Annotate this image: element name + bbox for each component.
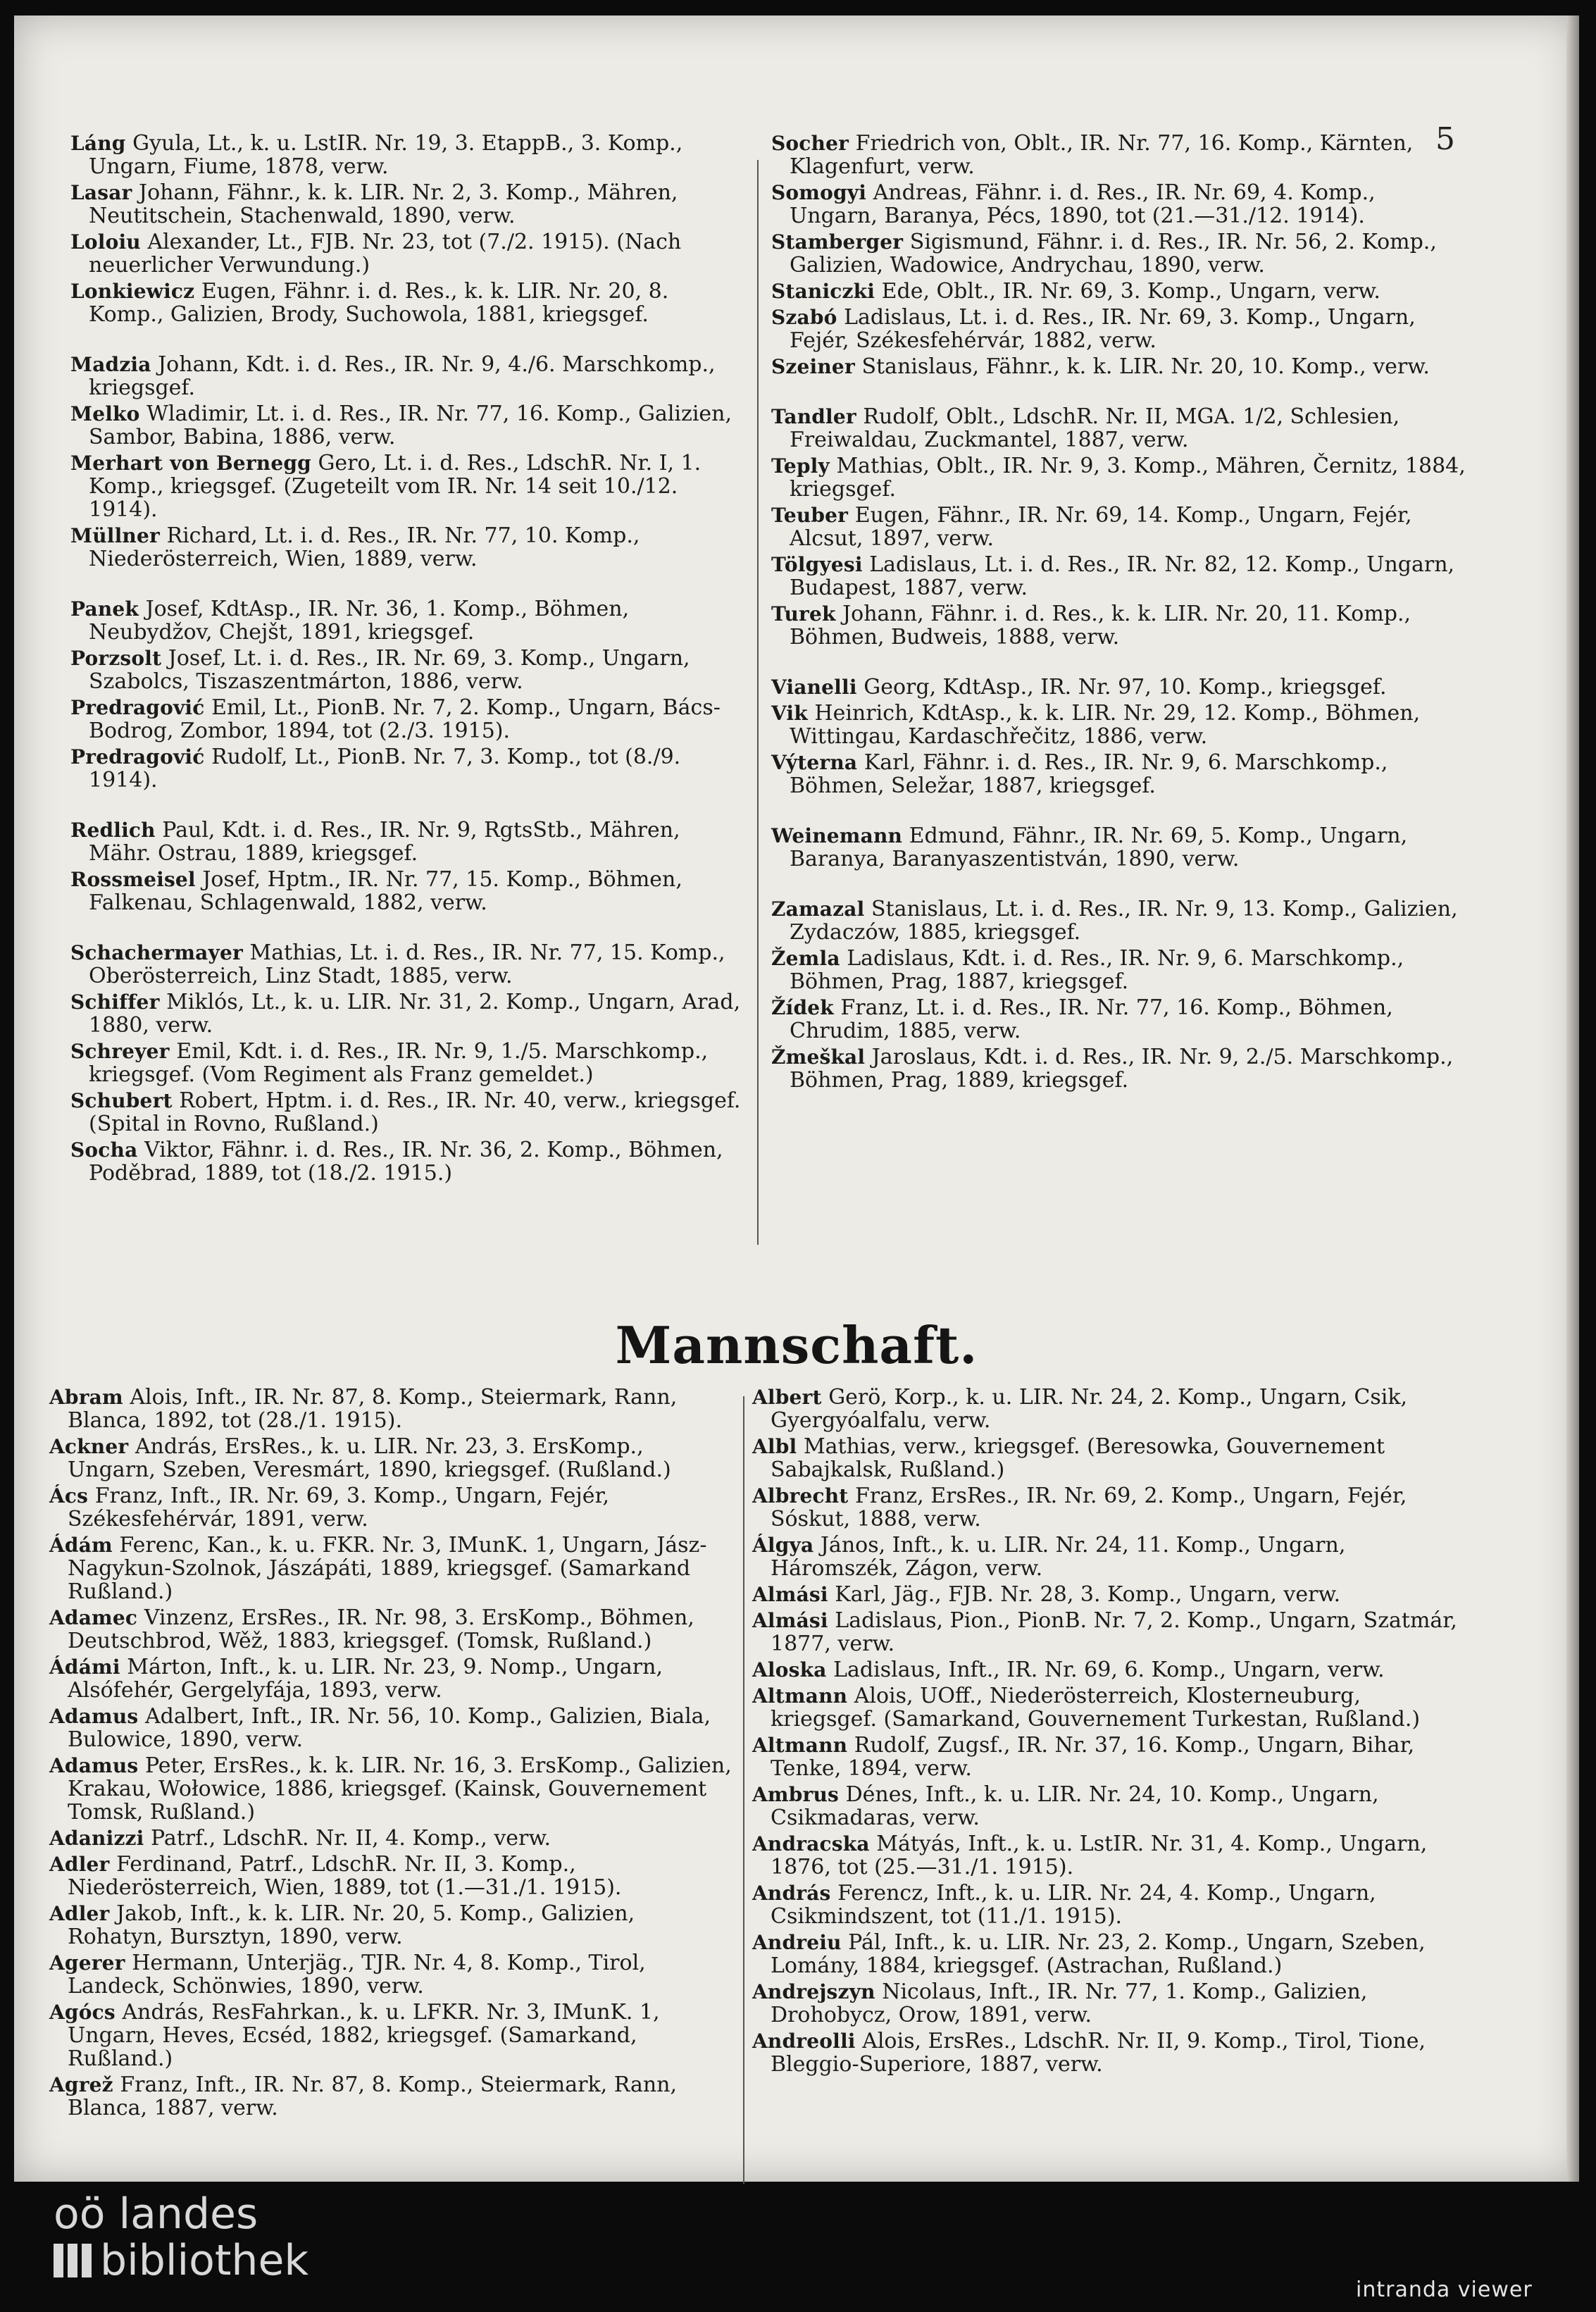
entry-details: Heinrich, KdtAsp., k. k. LIR. Nr. 29, 12. Komp., Böhmen, Wittingau, Kardaschřečitz, 1886, verw. xyxy=(790,701,1421,749)
entry-details: Andreas, Fähnr. i. d. Res., IR. Nr. 69, 4. Komp., Ungarn, Baranya, Pécs, 1890, tot (21.—31./12. 1914). xyxy=(790,180,1376,228)
entry-surname: Socha xyxy=(70,1138,138,1162)
register-entry xyxy=(70,452,747,521)
register-entry xyxy=(752,2030,1464,2076)
entry-surname: Panek xyxy=(70,597,139,621)
column-left-top xyxy=(70,132,747,1188)
entry-details: Ferenc, Kan., k. u. FKR. Nr. 3, IMunK. 1, Ungarn, Jász-Nagykun-Szolnok, Jászápáti, 1889, kriegsgef. (Samarkand Rußland.) xyxy=(68,1533,707,1604)
register-entry xyxy=(70,868,747,914)
entry-details: Eugen, Fähnr. i. d. Res., k. k. LIR. Nr. 20, 8. Komp., Galizien, Brody, Suchowola, 1881, kriegsgef. xyxy=(89,279,669,327)
entry-details: Stanislaus, Fähnr., k. k. LIR. Nr. 20, 10. Komp., verw. xyxy=(861,354,1430,379)
entry-surname: Agerer xyxy=(49,1951,125,1975)
entry-details: Adalbert, Inft., IR. Nr. 56, 10. Komp., Galizien, Biala, Bulowice, 1890, verw. xyxy=(68,1704,711,1752)
register-entry xyxy=(771,181,1469,228)
entry-surname: Abram xyxy=(49,1386,123,1409)
logo-bars-icon xyxy=(54,2244,96,2277)
entry-surname: Vik xyxy=(771,702,808,725)
entry-details: András, ErsRes., k. u. LIR. Nr. 23, 3. ErsKomp., Ungarn, Szeben, Veresmárt, 1890, kriegsgef. (Rußland.) xyxy=(68,1434,671,1482)
register-entry xyxy=(752,1734,1464,1780)
entry-details: János, Inft., k. u. LIR. Nr. 24, 11. Komp., Ungarn, Háromszék, Zágon, verw. xyxy=(771,1533,1346,1581)
entry-surname: Albert xyxy=(752,1386,822,1409)
register-entry xyxy=(771,280,1469,303)
entry-surname: Ambrus xyxy=(752,1783,840,1806)
register-entry xyxy=(771,132,1469,178)
register-entry xyxy=(49,1951,736,1998)
register-entry xyxy=(70,524,747,571)
register-entry xyxy=(70,941,747,988)
entry-surname: Szabó xyxy=(771,306,837,329)
column-divider-top xyxy=(757,160,759,1245)
register-entry xyxy=(49,1902,736,1949)
entry-surname: Zamazal xyxy=(771,897,865,921)
entry-details: Ladislaus, Pion., PionB. Nr. 7, 2. Komp., Ungarn, Szatmár, 1877, verw. xyxy=(771,1608,1457,1656)
entry-details: Pál, Inft., k. u. LIR. Nr. 23, 2. Komp., Ungarn, Szeben, Lomány, 1884, kriegsgef. (Astrachan, Rußland.) xyxy=(771,1930,1426,1978)
logo-line-2: bibliothek xyxy=(100,2236,309,2285)
entry-details: Karl, Jäg., FJB. Nr. 28, 3. Komp., Ungarn, verw. xyxy=(835,1582,1341,1607)
register-entry xyxy=(70,647,747,693)
entry-details: Richard, Lt. i. d. Res., IR. Nr. 77, 10. Komp., Niederösterreich, Wien, 1889, verw. xyxy=(89,523,640,571)
entry-details: Paul, Kdt. i. d. Res., IR. Nr. 9, RgtsStb., Mähren, Mähr. Ostrau, 1889, kriegsgef. xyxy=(89,818,680,866)
register-entry xyxy=(70,402,747,449)
entry-details: András, ResFahrkan., k. u. LFKR. Nr. 3, IMunK. 1, Ungarn, Heves, Ecséd, 1882, kriegsgef. (Samarkand, Rußland.) xyxy=(68,2000,660,2071)
register-entry xyxy=(70,1089,747,1136)
register-entry xyxy=(49,1705,736,1751)
entry-surname: Altmann xyxy=(752,1734,848,1757)
register-entry xyxy=(771,996,1469,1043)
entry-details: Wladimir, Lt. i. d. Res., IR. Nr. 77, 16. Komp., Galizien, Sambor, Babina, 1886, verw. xyxy=(89,402,732,449)
scanned-page xyxy=(14,15,1579,2182)
entry-surname: Staniczki xyxy=(771,280,875,303)
entry-surname: Agócs xyxy=(49,2001,116,2024)
register-entry xyxy=(70,597,747,644)
register-entry xyxy=(752,1609,1464,1655)
entry-surname: Müllner xyxy=(70,524,160,547)
entry-surname: Stamberger xyxy=(771,230,904,254)
entry-surname: Porzsolt xyxy=(70,647,162,670)
register-entry xyxy=(771,702,1469,748)
entry-details: Robert, Hptm. i. d. Res., IR. Nr. 40, verw., kriegsgef. (Spital in Rovno, Rußland.) xyxy=(89,1088,741,1136)
register-entry xyxy=(70,132,747,178)
register-entry xyxy=(771,553,1469,599)
column-right-top xyxy=(771,132,1469,1095)
register-entry xyxy=(752,1583,1464,1606)
entry-surname: Altmann xyxy=(752,1684,848,1708)
entry-details: Ferencz, Inft., k. u. LIR. Nr. 24, 4. Komp., Ungarn, Csikmindszent, tot (11./1. 1915). xyxy=(771,1881,1376,1929)
entry-details: Peter, ErsRes., k. k. LIR. Nr. 16, 3. ErsKomp., Galizien, Krakau, Wołowice, 1886, kriegsgef. (Kainsk, Gouvernement Tomsk, Rußland.) xyxy=(68,1753,732,1825)
entry-details: Emil, Lt., PionB. Nr. 7, 2. Komp., Ungarn, Bács-Bodrog, Zombor, 1894, tot (2./3. 1915). xyxy=(89,695,721,743)
entry-details: Rudolf, Oblt., LdschR. Nr. II, MGA. 1/2, Schlesien, Freiwaldau, Zuckmantel, 1887, verw. xyxy=(790,404,1400,452)
entry-details: Karl, Fähnr. i. d. Res., IR. Nr. 9, 6. Marschkomp., Böhmen, Seležar, 1887, kriegsgef. xyxy=(790,750,1388,798)
register-entry xyxy=(49,1534,736,1603)
entry-details: Friedrich von, Oblt., IR. Nr. 77, 16. Komp., Kärnten, Klagenfurt, verw. xyxy=(790,131,1414,179)
entry-details: Sigismund, Fähnr. i. d. Res., IR. Nr. 56, 2. Komp., Galizien, Wadowice, Andrychau, 1890, verw. xyxy=(790,230,1437,278)
entry-surname: Adamus xyxy=(49,1754,139,1777)
entry-details: Franz, ErsRes., IR. Nr. 69, 2. Komp., Ungarn, Fejér, Sóskut, 1888, verw. xyxy=(771,1484,1407,1531)
register-entry xyxy=(771,897,1469,944)
entry-details: Alexander, Lt., FJB. Nr. 23, tot (7./2. 1915). (Nach neuerlicher Verwundung.) xyxy=(89,230,682,278)
entry-details: Gero, Lt. i. d. Res., LdschR. Nr. I, 1. Komp., kriegsgef. (Zugeteilt vom IR. Nr. 14 seit 10./12. 1914). xyxy=(89,451,702,522)
entry-surname: Adanizzi xyxy=(49,1827,144,1850)
page-edge xyxy=(1566,15,1579,2182)
entry-surname: Madzia xyxy=(70,353,151,376)
entry-surname: Vianelli xyxy=(771,676,857,699)
entry-details: Eugen, Fähnr., IR. Nr. 69, 14. Komp., Ungarn, Fejér, Alcsut, 1897, verw. xyxy=(790,503,1412,551)
register-entry xyxy=(70,696,747,742)
entry-surname: Predragović xyxy=(70,745,205,769)
register-entry xyxy=(752,1658,1464,1682)
entry-surname: Albl xyxy=(752,1435,797,1458)
register-entry xyxy=(752,1435,1464,1481)
entry-surname: Loloiu xyxy=(70,230,141,254)
entry-surname: Andracska xyxy=(752,1832,870,1856)
entry-surname: Predragović xyxy=(70,696,205,719)
register-entry xyxy=(771,1045,1469,1092)
entry-surname: Tandler xyxy=(771,405,856,428)
entry-surname: Redlich xyxy=(70,819,156,842)
entry-details: Josef, KdtAsp., IR. Nr. 36, 1. Komp., Böhmen, Neubydžov, Chejšt, 1891, kriegsgef. xyxy=(89,597,630,645)
entry-details: Mathias, verw., kriegsgef. (Beresowka, Gouvernement Sabajkalsk, Rußland.) xyxy=(771,1434,1385,1482)
entry-surname: Almási xyxy=(752,1609,828,1632)
register-entry xyxy=(752,1980,1464,2027)
column-left-bottom xyxy=(49,1386,736,2123)
register-entry xyxy=(49,2073,736,2120)
register-entry xyxy=(70,745,747,792)
entry-surname: Žídek xyxy=(771,996,834,1019)
entry-details: Franz, Inft., IR. Nr. 87, 8. Komp., Steiermark, Rann, Blanca, 1887, verw. xyxy=(68,2072,678,2120)
register-entry xyxy=(70,230,747,277)
library-logo[interactable] xyxy=(54,2191,308,2284)
entry-surname: Melko xyxy=(70,402,140,425)
section-heading: Mannschaft. xyxy=(615,1315,978,1375)
entry-surname: Turek xyxy=(771,602,836,626)
entry-surname: András xyxy=(752,1882,831,1905)
register-entry xyxy=(70,1040,747,1086)
register-entry xyxy=(752,1534,1464,1580)
entry-details: Mathias, Lt. i. d. Res., IR. Nr. 77, 15. Komp., Oberösterreich, Linz Stadt, 1885, verw. xyxy=(89,940,725,988)
register-entry xyxy=(752,1931,1464,1977)
entry-surname: Žemla xyxy=(771,947,840,970)
entry-surname: Výterna xyxy=(771,751,858,774)
register-entry xyxy=(752,1882,1464,1928)
register-entry xyxy=(49,1484,736,1531)
entry-surname: Szeiner xyxy=(771,355,855,378)
entry-details: Johann, Fähnr., k. k. LIR. Nr. 2, 3. Komp., Mähren, Neutitschein, Stachenwald, 1890, verw. xyxy=(89,180,678,228)
entry-surname: Rossmeisel xyxy=(70,868,196,891)
entry-surname: Andrejszyn xyxy=(752,1980,875,2003)
entry-details: Ladislaus, Inft., IR. Nr. 69, 6. Komp., Ungarn, verw. xyxy=(833,1658,1385,1682)
register-entry xyxy=(49,2001,736,2070)
entry-surname: Almási xyxy=(752,1583,828,1606)
entry-details: Dénes, Inft., k. u. LIR. Nr. 24, 10. Komp., Ungarn, Csikmadaras, verw. xyxy=(771,1782,1379,1830)
entry-details: Alois, ErsRes., LdschR. Nr. II, 9. Komp., Tirol, Tione, Bleggio-Superiore, 1887, verw. xyxy=(771,2029,1426,2077)
entry-surname: Lonkiewicz xyxy=(70,280,195,303)
register-entry xyxy=(771,405,1469,452)
register-entry xyxy=(49,1655,736,1702)
entry-surname: Andreiu xyxy=(752,1931,842,1954)
register-entry xyxy=(70,990,747,1037)
viewer-label[interactable]: intranda viewer xyxy=(1356,2277,1533,2302)
entry-details: Josef, Hptm., IR. Nr. 77, 15. Komp., Böhmen, Falkenau, Schlagenwald, 1882, verw. xyxy=(89,867,682,915)
page-number: 5 xyxy=(1435,121,1455,157)
entry-details: Gyula, Lt., k. u. LstIR. Nr. 19, 3. EtappB., 3. Komp., Ungarn, Fiume, 1878, verw. xyxy=(89,131,683,179)
register-entry xyxy=(771,947,1469,993)
entry-details: Nicolaus, Inft., IR. Nr. 77, 1. Komp., Galizien, Drohobycz, Orow, 1891, verw. xyxy=(771,1980,1368,2027)
register-entry xyxy=(49,1386,736,1432)
register-entry xyxy=(771,454,1469,501)
entry-surname: Adler xyxy=(49,1853,110,1876)
entry-details: Edmund, Fähnr., IR. Nr. 69, 5. Komp., Ungarn, Baranya, Baranyaszentistván, 1890, verw. xyxy=(790,824,1408,871)
entry-surname: Ádámi xyxy=(49,1655,120,1679)
entry-surname: Tölgyesi xyxy=(771,553,863,576)
entry-details: Emil, Kdt. i. d. Res., IR. Nr. 9, 1./5. Marschkomp., kriegsgef. (Vom Regiment als Franz gemeldet.) xyxy=(89,1039,709,1087)
entry-surname: Albrecht xyxy=(752,1484,849,1508)
entry-details: Márton, Inft., k. u. LIR. Nr. 23, 9. Nomp., Ungarn, Alsófehér, Gergelyfája, 1893, verw. xyxy=(68,1655,663,1703)
entry-details: Hermann, Unterjäg., TJR. Nr. 4, 8. Komp., Tirol, Landeck, Schönwies, 1890, verw. xyxy=(68,1951,646,1999)
entry-details: Miklós, Lt., k. u. LIR. Nr. 31, 2. Komp., Ungarn, Arad, 1880, verw. xyxy=(89,990,741,1038)
entry-surname: Agrež xyxy=(49,2073,113,2096)
entry-surname: Láng xyxy=(70,132,126,155)
entry-details: Johann, Fähnr. i. d. Res., k. k. LIR. Nr. 20, 11. Komp., Böhmen, Budweis, 1888, verw. xyxy=(790,602,1411,650)
entry-details: Jaroslaus, Kdt. i. d. Res., IR. Nr. 9, 2./5. Marschkomp., Böhmen, Prag, 1889, kriegsgef. xyxy=(790,1045,1454,1093)
entry-details: Vinzenz, ErsRes., IR. Nr. 98, 3. ErsKomp., Böhmen, Deutschbrod, Wěž, 1883, kriegsgef. (Tomsk, Rußland.) xyxy=(68,1605,694,1653)
entry-details: Josef, Lt. i. d. Res., IR. Nr. 69, 3. Komp., Ungarn, Szabolcs, Tiszaszentmárton, 1886, verw. xyxy=(89,646,690,694)
entry-surname: Weinemann xyxy=(771,824,903,847)
entry-details: Georg, KdtAsp., IR. Nr. 97, 10. Komp., kriegsgef. xyxy=(864,675,1387,700)
entry-surname: Ács xyxy=(49,1484,89,1508)
register-entry xyxy=(70,353,747,399)
entry-details: Ladislaus, Kdt. i. d. Res., IR. Nr. 9, 6. Marschkomp., Böhmen, Prag, 1887, kriegsgef. xyxy=(790,946,1404,994)
entry-surname: Schiffer xyxy=(70,990,160,1014)
entry-surname: Socher xyxy=(771,132,849,155)
entry-details: Viktor, Fähnr. i. d. Res., IR. Nr. 36, 2. Komp., Böhmen, Poděbrad, 1889, tot (18./2. 1915.) xyxy=(89,1138,723,1186)
entry-details: Ede, Oblt., IR. Nr. 69, 3. Komp., Ungarn, verw. xyxy=(881,279,1380,304)
entry-details: Rudolf, Zugsf., IR. Nr. 37, 16. Komp., Ungarn, Bihar, Tenke, 1894, verw. xyxy=(771,1733,1415,1781)
entry-details: Mátyás, Inft., k. u. LstIR. Nr. 31, 4. Komp., Ungarn, 1876, tot (25.—31./1. 1915). xyxy=(771,1832,1428,1879)
register-entry xyxy=(49,1754,736,1824)
entry-surname: Ackner xyxy=(49,1435,129,1458)
entry-surname: Teuber xyxy=(771,504,849,527)
entry-details: Mathias, Oblt., IR. Nr. 9, 3. Komp., Mähren, Černitz, 1884, kriegsgef. xyxy=(790,454,1466,502)
entry-surname: Teply xyxy=(771,454,830,478)
entry-surname: Adler xyxy=(49,1902,110,1925)
entry-surname: Ádám xyxy=(49,1534,113,1557)
entry-details: Franz, Inft., IR. Nr. 69, 3. Komp., Ungarn, Fejér, Székesfehérvár, 1891, verw. xyxy=(68,1484,610,1531)
register-entry xyxy=(752,1832,1464,1879)
register-entry xyxy=(49,1853,736,1899)
register-entry xyxy=(771,355,1469,378)
register-entry xyxy=(752,1783,1464,1829)
register-entry xyxy=(70,819,747,865)
entry-surname: Somogyi xyxy=(771,181,867,204)
entry-details: Stanislaus, Lt. i. d. Res., IR. Nr. 9, 13. Komp., Galizien, Zydaczów, 1885, kriegsgef. xyxy=(790,897,1458,945)
entry-details: Alois, UOff., Niederösterreich, Klosterneuburg, kriegsgef. (Samarkand, Gouvernement Turkestan, Rußland.) xyxy=(771,1684,1421,1732)
entry-details: Patrf., LdschR. Nr. II, 4. Komp., verw. xyxy=(151,1826,551,1851)
entry-details: Ladislaus, Lt. i. d. Res., IR. Nr. 82, 12. Komp., Ungarn, Budapest, 1887, verw. xyxy=(790,552,1455,600)
logo-line-1: oö landes xyxy=(54,2189,258,2239)
entry-details: Ladislaus, Lt. i. d. Res., IR. Nr. 69, 3. Komp., Ungarn, Fejér, Székesfehérvár, 1882, verw. xyxy=(790,305,1416,353)
register-entry xyxy=(49,1827,736,1850)
column-divider-bottom xyxy=(743,1396,744,2192)
register-entry xyxy=(752,1484,1464,1531)
register-entry xyxy=(771,751,1469,797)
entry-details: Johann, Kdt. i. d. Res., IR. Nr. 9, 4./6. Marschkomp., kriegsgef. xyxy=(89,352,716,400)
entry-details: Jakob, Inft., k. k. LIR. Nr. 20, 5. Komp., Galizien, Rohatyn, Bursztyn, 1890, verw. xyxy=(68,1901,635,1949)
register-entry xyxy=(70,280,747,326)
entry-surname: Žmeškal xyxy=(771,1045,866,1069)
register-entry xyxy=(771,230,1469,277)
entry-details: Ferdinand, Patrf., LdschR. Nr. II, 3. Komp., Niederösterreich, Wien, 1889, tot (1.—31./1. 1915). xyxy=(68,1852,622,1900)
entry-details: Franz, Lt. i. d. Res., IR. Nr. 77, 16. Komp., Böhmen, Chrudim, 1885, verw. xyxy=(790,995,1393,1043)
register-entry xyxy=(771,504,1469,550)
entry-surname: Álgya xyxy=(752,1534,814,1557)
entry-surname: Schachermayer xyxy=(70,941,243,964)
register-entry xyxy=(752,1386,1464,1432)
entry-surname: Adamec xyxy=(49,1606,138,1629)
register-entry xyxy=(70,181,747,228)
entry-surname: Schreyer xyxy=(70,1040,170,1063)
register-entry xyxy=(49,1435,736,1481)
entry-details: Rudolf, Lt., PionB. Nr. 7, 3. Komp., tot (8./9. 1914). xyxy=(89,745,681,793)
register-entry xyxy=(771,602,1469,649)
register-entry xyxy=(70,1138,747,1185)
entry-surname: Adamus xyxy=(49,1705,139,1728)
column-right-bottom xyxy=(752,1386,1464,2079)
register-entry xyxy=(49,1606,736,1653)
entry-surname: Andreolli xyxy=(752,2030,856,2053)
entry-details: Alois, Inft., IR. Nr. 87, 8. Komp., Steiermark, Rann, Blanca, 1892, tot (28./1. 1915). xyxy=(68,1385,678,1433)
register-entry xyxy=(771,824,1469,871)
entry-surname: Aloska xyxy=(752,1658,827,1682)
register-entry xyxy=(771,306,1469,352)
register-entry xyxy=(752,1684,1464,1731)
entry-details: Gerö, Korp., k. u. LIR. Nr. 24, 2. Komp., Ungarn, Csik, Gyergyóalfalu, verw. xyxy=(771,1385,1408,1433)
register-entry xyxy=(771,676,1469,699)
entry-surname: Merhart von Bernegg xyxy=(70,452,311,475)
entry-surname: Lasar xyxy=(70,181,132,204)
entry-surname: Schubert xyxy=(70,1089,173,1112)
